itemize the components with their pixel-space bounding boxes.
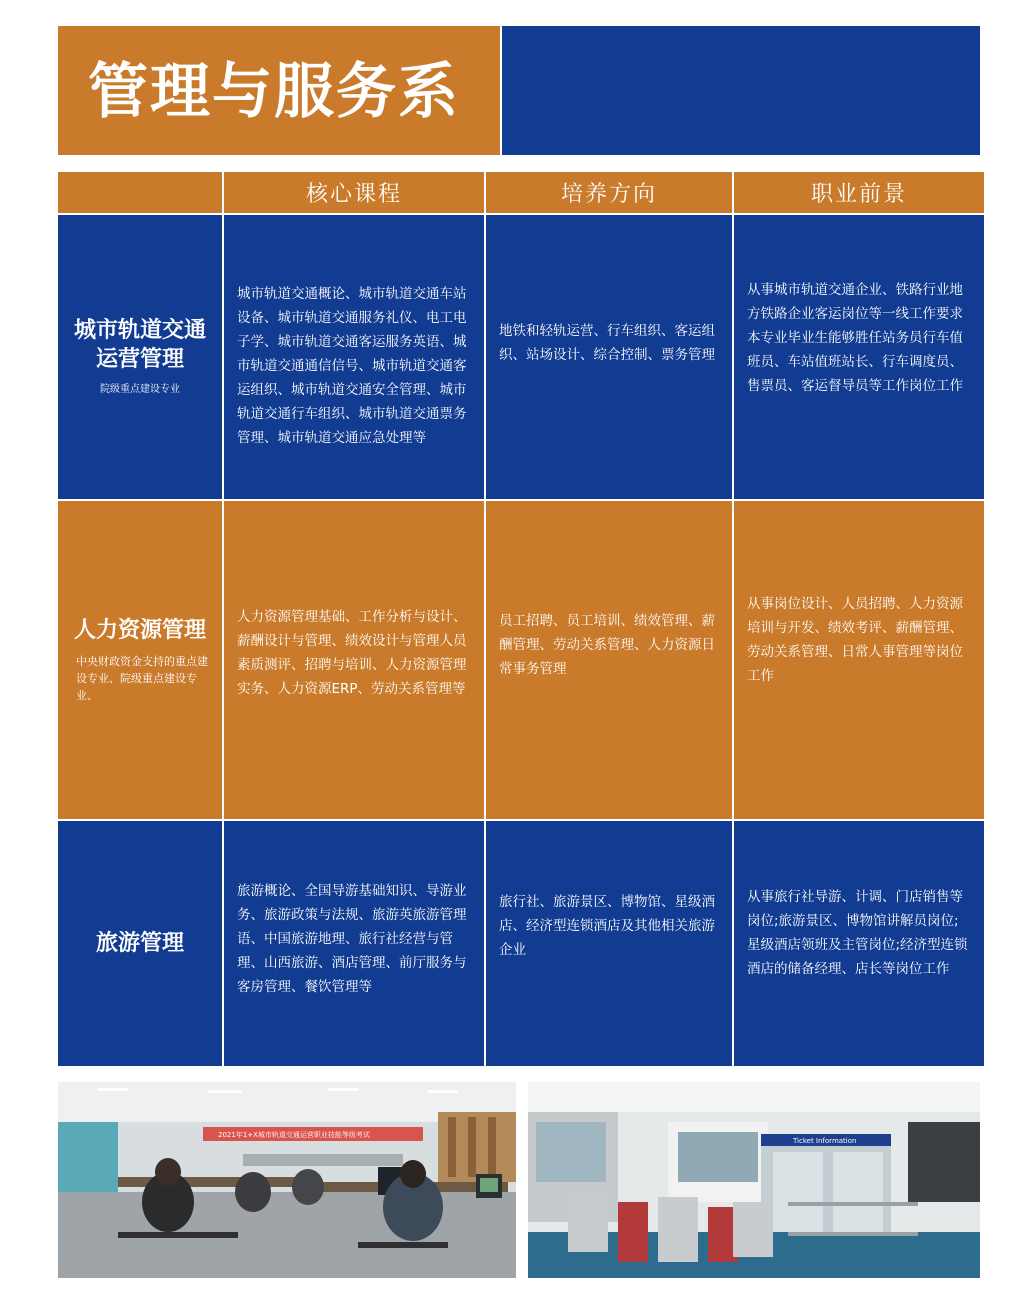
major-name-hr [58,501,222,819]
photo-station-training-room [528,1082,980,1278]
lab-banner-text: 2021年1+X城市轨道交通运营职业技能等级考试 [218,1131,370,1139]
major-note: 院级重点建设专业 [100,384,180,395]
courses-cell: 旅游概论、全国导游基础知识、导游业务、旅游政策与法规、旅游英旅游管理语、中国旅游地理、旅行社经营与管理、山西旅游、酒店管理、前厅服务与客房管理、餐饮管理等 [224,821,484,1066]
majors-table [58,172,980,1066]
photo-computer-lab [58,1082,516,1278]
header-career: 职业前景 [734,172,984,213]
career-cell: 从事岗位设计、人员招聘、人力资源培训与开发、绩效考评、薪酬管理、劳动关系管理、日常人事管理等岗位工作 [734,501,984,819]
direction-cell: 员工招聘、员工培训、绩效管理、薪酬管理、劳动关系管理、人力资源日常事务管理 [486,501,732,819]
direction-cell: 旅行社、旅游景区、博物馆、星级酒店、经济型连锁酒店及其他相关旅游企业 [486,821,732,1066]
page-title: 管理与服务系 [88,57,460,127]
courses-cell: 城市轨道交通概论、城市轨道交通车站设备、城市轨道交通服务礼仪、电工电子学、城市轨道交通客运服务英语、城市轨道交通通信信号、城市轨道交通客运组织、城市轨道交通安全管理、城市轨道交通行车组织、城市轨道交通票务管理、城市轨道交通应急处理等 [224,215,484,499]
major-name-line: 城市轨道交通 [73,318,206,343]
major-name-line: 运营管理 [95,347,184,372]
career-cell: 从事旅行社导游、计调、门店销售等岗位;旅游景区、博物馆讲解员岗位;星级酒店领班及主管岗位;经济型连锁酒店的储备经理、店长等岗位工作 [734,821,984,1066]
courses-cell: 人力资源管理基础、工作分析与设计、薪酬设计与管理、绩效设计与管理人员素质测评、招聘与培训、人力资源管理实务、人力资源ERP、劳动关系管理等 [224,501,484,819]
major-name-line: 人力资源管理 [73,618,206,643]
career-cell: 从事城市轨道交通企业、铁路行业地方铁路企业客运岗位等一线工作要求本专业毕业生能够胜任站务员行车值班员、车站值班站长、行车调度员、售票员、客运督导员等工作岗位工作 [734,215,984,499]
direction-cell: 地铁和轻轨运营、行车组织、客运组织、站场设计、综合控制、票务管理 [486,215,732,499]
header-corner [58,172,222,213]
major-name-tourism [58,821,222,1066]
major-name-rail-transit [58,215,222,499]
header-courses: 核心课程 [224,172,484,213]
title-banner-accent [502,26,980,155]
major-note: 中央财政资金支持的重点建设专业、院级重点建设专业、 [76,655,208,702]
header-direction: 培养方向 [486,172,732,213]
ticket-info-sign: Ticket Information [793,1137,857,1145]
major-name-line: 旅游管理 [95,931,184,956]
